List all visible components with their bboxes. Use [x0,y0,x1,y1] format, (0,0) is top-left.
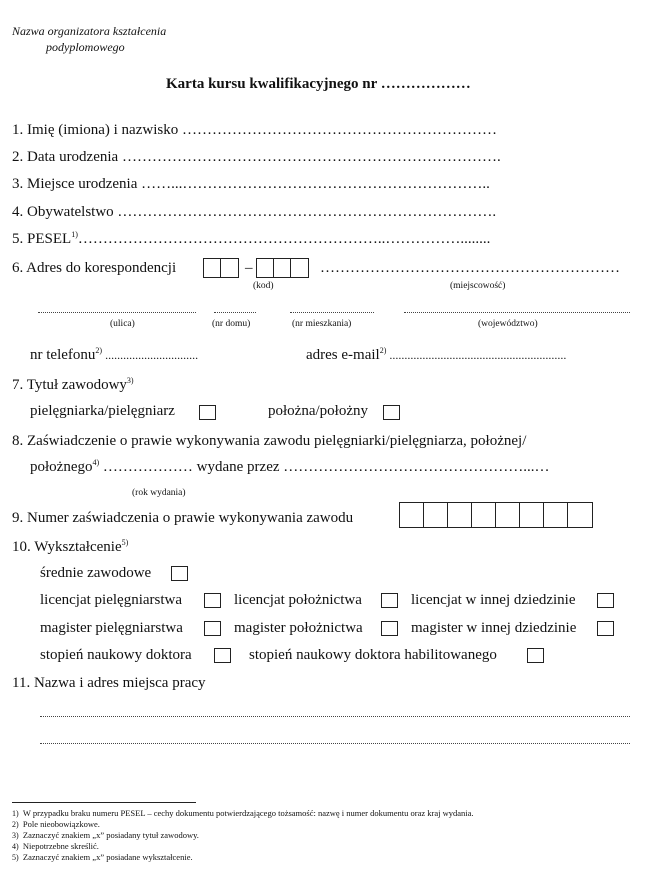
checkbox-edu-habilitated[interactable] [527,648,544,663]
checkbox-edu-master-midwifery[interactable] [381,621,398,636]
footnote-ref-4: 4) [92,458,100,467]
edu-habilitated-label: stopień naukowy doktora habilitowanego [249,647,497,663]
field-name[interactable]: 1. Imię (imiona) i nazwisko ……………………………………………………… [12,122,497,138]
checkbox-midwife[interactable] [383,405,400,420]
email-dots: ........................................................... [386,348,567,362]
label-rok-wydania: (rok wydania) [132,488,186,498]
option-midwife-label: położna/położny [268,403,368,419]
workplace-field-line2[interactable] [40,743,630,744]
checkbox-edu-master-nursing[interactable] [204,621,221,636]
organizer-name-line1: Nazwa organizatora kształcenia [12,24,167,38]
checkbox-edu-bachelor-other[interactable] [597,593,614,608]
checkbox-edu-bachelor-midwifery[interactable] [381,593,398,608]
phone-field[interactable] [30,347,198,364]
field-birth-place[interactable]: 3. Miejsce urodzenia ……...…………………………………………………….. [12,176,490,192]
form-title: Karta kursu kwalifikacyjnego nr ……………… [166,76,471,92]
footnote-5: 5) Zaznaczyć znakiem „x” posiadane wykształcenie. [12,852,193,862]
city-field[interactable]: …………………………………………………… [320,260,620,276]
checkbox-nurse[interactable] [199,405,216,420]
postal-code-prefix-boxes[interactable] [203,258,239,282]
label-ulica: (ulica) [110,319,135,329]
license-digit-box[interactable] [424,503,448,527]
postal-dash: – [245,260,253,276]
license-certificate-line2[interactable]: położnego$^{4)}$ ……………… wydane przez …………………………………………...… [30,458,550,475]
field-pesel[interactable] [12,231,490,248]
option-nurse-label: pielęgniarka/pielęgniarz [30,403,175,419]
footnote-ref-2b: 2) [379,346,387,355]
postal-digit-box[interactable] [221,259,238,277]
field-citizenship[interactable]: 4. Obywatelstwo …………………………………………………………………. [12,204,497,220]
license-number-boxes[interactable] [399,502,593,532]
edu-bachelor-nursing-label: licencjat pielęgniarstwa [40,592,183,608]
postal-digit-box[interactable] [257,259,274,277]
pesel-dots: ……………………………………………………..……………........ [77,231,491,247]
footnote-3: 3) Zaznaczyć znakiem „x” posiadany tytuł zawodowy. [12,830,199,840]
edu-bachelor-other-label: licencjat w innej dziedzinie [411,592,576,608]
license-digit-box[interactable] [496,503,520,527]
address-label: 6. Adres do korespondencji [12,260,177,276]
checkbox-edu-doctor[interactable] [214,648,231,663]
label-wojewodztwo: (województwo) [478,319,538,329]
license-digit-box[interactable] [544,503,568,527]
edu-secondary-label: średnie zawodowe [40,565,152,581]
checkbox-edu-master-other[interactable] [597,621,614,636]
postal-digit-box[interactable] [274,259,291,277]
footnote-divider [12,802,196,803]
edu-bachelor-midwifery-label: licencjat położnictwa [234,592,362,608]
label-nr-domu: (nr domu) [212,319,251,329]
license-digit-box[interactable] [400,503,424,527]
postal-digit-box[interactable] [291,259,308,277]
license-digit-box[interactable] [472,503,496,527]
house-number-field[interactable] [214,312,256,313]
label-nr-mieszkania: (nr mieszkania) [292,319,352,329]
footnote-4: 4) Niepotrzebne skreślić. [12,841,99,851]
edu-master-other-label: magister w innej dziedzinie [411,620,577,636]
footnote-ref-1: 1) [71,230,78,239]
pesel-label: 5. PESEL [12,231,72,247]
workplace-field-line1[interactable] [40,716,630,717]
field-birth-date[interactable]: 2. Data urodzenia …………………………………………………………………. [12,149,501,165]
phone-label: nr telefonu [30,347,96,363]
edu-master-nursing-label: magister pielęgniarstwa [40,620,183,636]
edu-master-midwifery-label: magister położnictwa [234,620,363,636]
edu-doctor-label: stopień naukowy doktora [40,647,192,663]
footnote-ref-3: 3) [126,376,134,385]
footnote-ref-5: 5) [121,538,129,547]
label-kod: (kod) [253,281,274,291]
education-label: 10. Wykształcenie$^{5)}$ [12,538,129,555]
footnote-2: 2) Pole nieobowiązkowe. [12,819,100,829]
license-digit-box[interactable] [568,503,592,527]
workplace-label: 11. Nazwa i adres miejsca pracy [12,675,206,691]
footnote-1: 1) W przypadku braku numeru PESEL – cechy dokumentu potwierdzającego tożsamość: nazwę i numer dokumentu oraz kraj wydania. [12,808,474,818]
checkbox-edu-secondary[interactable] [171,566,188,581]
apartment-number-field[interactable] [290,312,374,313]
postal-code-suffix-boxes[interactable] [256,258,309,282]
phone-dots: ............................... [102,348,199,362]
voivodeship-field[interactable] [404,312,630,313]
license-digit-box[interactable] [448,503,472,527]
postal-digit-box[interactable] [204,259,221,277]
license-digit-box[interactable] [520,503,544,527]
checkbox-edu-bachelor-nursing[interactable] [204,593,221,608]
email-label: adres e-mail [306,347,380,363]
label-miejscowosc: (miejscowość) [450,281,506,291]
street-field[interactable] [38,312,196,313]
footnote-ref-2: 2) [95,346,103,355]
license-number-label: 9. Numer zaświadczenia o prawie wykonywania zawodu [12,510,354,526]
email-field[interactable] [306,347,566,364]
organizer-name-line2: podyplomowego [46,40,125,54]
license-certificate-line1: 8. Zaświadczenie o prawie wykonywania zawodu pielęgniarki/pielęgniarza, położnej/ [12,433,527,449]
professional-title-label: 7. Tytuł zawodowy$^{3)}$ [12,376,134,393]
